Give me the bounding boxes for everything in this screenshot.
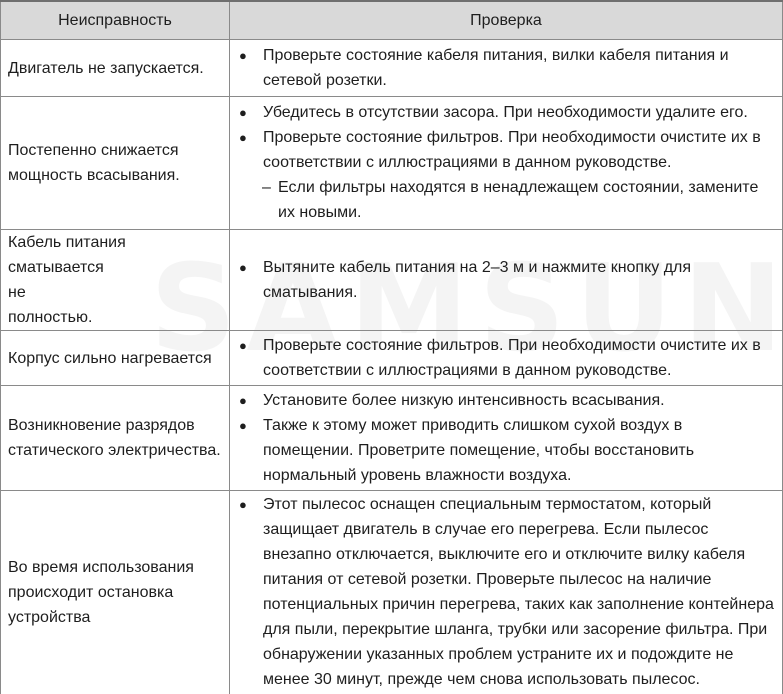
bullet-icon: ● xyxy=(238,125,263,150)
list-item xyxy=(238,388,774,413)
check-text: Установите более низкую интенсивность всасывания. xyxy=(263,388,774,413)
check-text: Проверьте состояние фильтров. При необходимости очистите их в соответствии с иллюстрациями в данном руководстве. xyxy=(263,333,774,383)
list-item xyxy=(238,413,774,488)
check-cell xyxy=(230,491,783,694)
bullet-icon: ● xyxy=(238,255,263,280)
table-row xyxy=(1,97,783,230)
bullet-icon: ● xyxy=(238,43,263,68)
check-text: Проверьте состояние фильтров. При необходимости очистите их в соответствии с иллюстрациями в данном руководстве. xyxy=(263,125,774,175)
check-cell xyxy=(230,40,783,97)
bullet-icon: ● xyxy=(238,100,263,125)
list-item xyxy=(238,492,774,692)
check-text: Вытяните кабель питания на 2–3 м и нажмите кнопку для сматывания. xyxy=(263,255,774,305)
fault-line: полностью. xyxy=(8,305,223,330)
bullet-icon: ● xyxy=(238,413,263,438)
list-item xyxy=(238,100,774,125)
fault-cell: Постепенно снижается мощность всасывания. xyxy=(1,97,230,230)
check-cell xyxy=(230,386,783,491)
list-item xyxy=(238,333,774,383)
table-header-row xyxy=(1,1,783,40)
table-row xyxy=(1,331,783,386)
check-text: Этот пылесос оснащен специальным термостатом, который защищает двигатель в случае его перегрева. Если пылесос внезапно отключается, выключите его и отключите вилку кабеля питания от сетевой розетки. Проверьте пылесос на наличие потенциальных причин перегрева, таких как заполнение контейнера для пыли, перекрытие шланга, трубки или засорение фильтра. При обнаружении указанных проблем устраните их и подождите не менее 30 минут, прежде чем снова использовать пылесос. xyxy=(263,492,774,692)
table-row xyxy=(1,230,783,331)
check-text: Проверьте состояние кабеля питания, вилки кабеля питания и сетевой розетки. xyxy=(263,43,774,93)
check-text: Также к этому может приводить слишком сухой воздух в помещении. Проветрите помещение, чтобы восстановить нормальный уровень влажности воздуха. xyxy=(263,413,774,488)
check-text: Убедитесь в отсутствии засора. При необходимости удалите его. xyxy=(263,100,774,125)
check-cell xyxy=(230,97,783,230)
dash-icon: – xyxy=(262,175,278,200)
sub-list-item xyxy=(238,175,774,225)
bullet-icon: ● xyxy=(238,333,263,358)
fault-cell: Двигатель не запускается. xyxy=(1,40,230,97)
fault-cell xyxy=(1,230,230,331)
bullet-icon: ● xyxy=(238,388,263,413)
list-item xyxy=(238,125,774,175)
list-item xyxy=(238,255,774,305)
table-row xyxy=(1,491,783,694)
fault-cell: Возникновение разрядов статического электричества. xyxy=(1,386,230,491)
bullet-icon: ● xyxy=(238,492,263,517)
check-cell xyxy=(230,230,783,331)
fault-line: не xyxy=(8,280,223,305)
fault-line: Кабель питания сматывается xyxy=(8,230,223,280)
fault-cell: Во время использования происходит остановка устройства xyxy=(1,491,230,694)
check-cell xyxy=(230,331,783,386)
column-header-check: Проверка xyxy=(230,1,783,40)
sub-check-text: Если фильтры находятся в ненадлежащем состоянии, замените их новыми. xyxy=(278,175,774,225)
table-row xyxy=(1,386,783,491)
list-item xyxy=(238,43,774,93)
fault-cell: Корпус сильно нагревается xyxy=(1,331,230,386)
table-row xyxy=(1,40,783,97)
column-header-fault: Неисправность xyxy=(1,1,230,40)
